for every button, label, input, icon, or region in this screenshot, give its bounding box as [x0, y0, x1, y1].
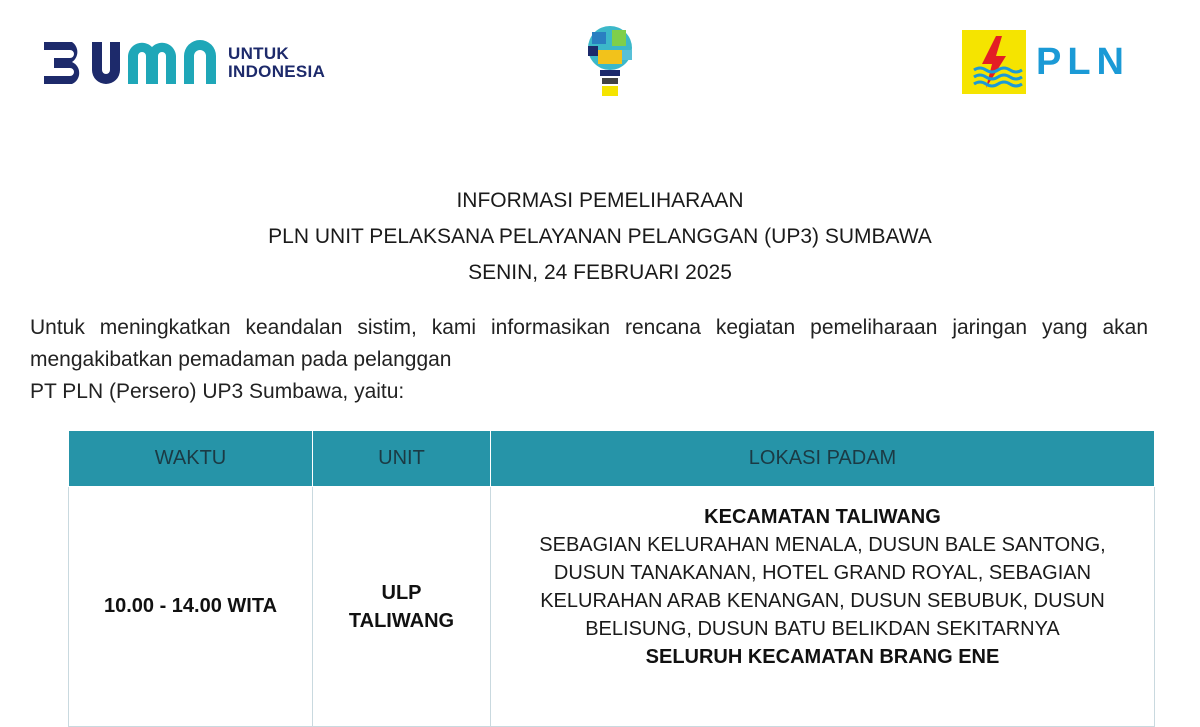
unit-line1: ULP — [381, 581, 422, 604]
pln-wordmark: PLN — [1036, 40, 1130, 83]
heading-title: INFORMASI PEMELIHARAAN — [456, 189, 744, 212]
cell-waktu: 10.00 - 14.00 WITA — [69, 487, 313, 727]
maintenance-table — [68, 430, 1155, 727]
kecamatan-taliwang: KECAMATAN TALIWANG — [704, 506, 941, 528]
pln-logo — [962, 30, 1130, 94]
bumn-tagline — [228, 45, 325, 81]
table-row — [69, 487, 1155, 727]
heading-unit: PLN UNIT PELAKSANA PELAYANAN PELANGGAN (UP3) SUMBAWA — [268, 225, 932, 248]
table-header-row — [69, 431, 1155, 487]
lokasi-detail: SEBAGIAN KELURAHAN MENALA, DUSUN BALE SANTONG, DUSUN TANAKANAN, HOTEL GRAND ROYAL, SEBAGIAN KELURAHAN ARAB KENANGAN, DUSUN SEBUBUK, DUSUN BELISUNG, DUSUN BATU BELIKDAN SEKITARNYA — [539, 534, 1106, 640]
kecamatan-brang-ene: SELURUH KECAMATAN BRANG ENE — [645, 646, 1000, 668]
intro-line1: Untuk meningkatkan keandalan sistim, kami informasikan rencana kegiatan pemeliharaan jaringan yang akan mengakibatkan pemadaman pada pelanggan — [30, 316, 1148, 371]
cell-lokasi-padam — [491, 487, 1155, 727]
heading-date: SENIN, 24 FEBRUARI 2025 — [468, 261, 732, 284]
bumn-tagline-line1: UNTUK — [228, 44, 289, 63]
unit-line2: TALIWANG — [348, 609, 455, 632]
intro-paragraph — [30, 312, 1148, 408]
header-unit: UNIT — [313, 431, 491, 487]
intro-line2: PT PLN (Persero) UP3 Sumbawa, yaitu: — [30, 380, 405, 403]
lightbulb-emblem-icon — [578, 22, 642, 107]
pln-lightning-icon — [962, 30, 1026, 94]
cell-unit — [313, 487, 491, 727]
header-lokasi-padam: LOKASI PADAM — [491, 431, 1155, 487]
announcement-heading — [0, 183, 1200, 291]
bumn-logo-mark — [42, 36, 220, 90]
bumn-tagline-line2: INDONESIA — [228, 62, 326, 81]
bumn-logo — [42, 36, 325, 90]
header-waktu: WAKTU — [69, 431, 313, 487]
